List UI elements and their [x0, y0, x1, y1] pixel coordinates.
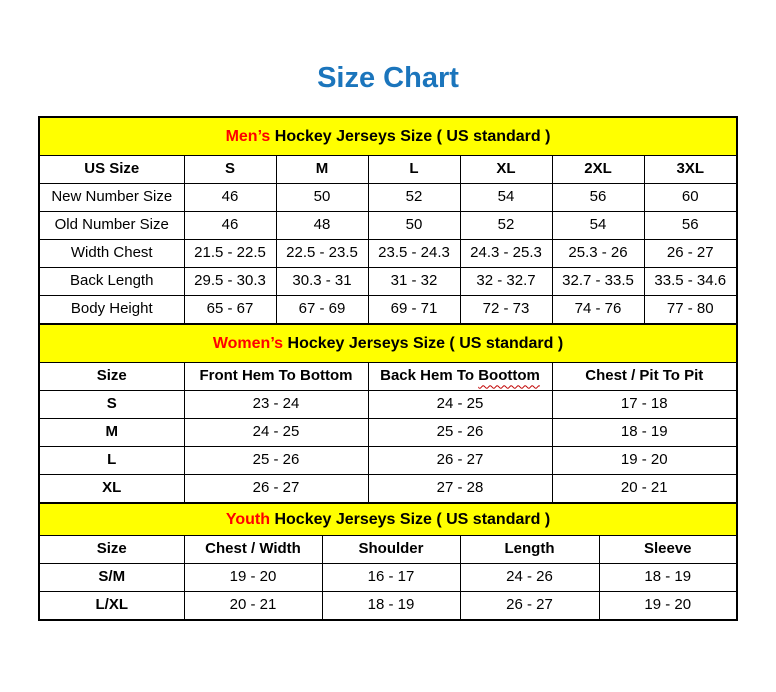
table-cell: 18 - 19	[599, 564, 737, 592]
mens-table-title-row	[39, 117, 737, 156]
row-label: XL	[39, 475, 184, 504]
column-header: S	[184, 156, 276, 184]
womens-table-title	[39, 324, 737, 363]
table-cell: 22.5 - 23.5	[276, 240, 368, 268]
table-row	[39, 475, 737, 504]
column-header: XL	[460, 156, 552, 184]
row-label: Back Length	[39, 268, 184, 296]
table-cell: 24 - 25	[184, 419, 368, 447]
table-cell: 46	[184, 184, 276, 212]
youth-table-title-row	[39, 503, 737, 536]
table-row	[39, 184, 737, 212]
table-cell: 27 - 28	[368, 475, 552, 504]
table-row	[39, 296, 737, 325]
table-row	[39, 391, 737, 419]
column-header: Length	[460, 536, 599, 564]
table-cell: 60	[644, 184, 737, 212]
table-cell: 25 - 26	[184, 447, 368, 475]
column-header-chest: Chest / Pit To Pit	[552, 363, 737, 391]
womens-table-body	[39, 391, 737, 504]
table-cell: 31 - 32	[368, 268, 460, 296]
column-header: M	[276, 156, 368, 184]
row-label: Body Height	[39, 296, 184, 325]
table-cell: 52	[368, 184, 460, 212]
table-row	[39, 564, 737, 592]
column-header: Sleeve	[599, 536, 737, 564]
youth-header-row	[39, 536, 737, 564]
table-cell: 50	[276, 184, 368, 212]
table-cell: 67 - 69	[276, 296, 368, 325]
row-label: S/M	[39, 564, 184, 592]
youth-title-rest: Hockey Jerseys Size ( US standard )	[270, 510, 551, 528]
mens-title-highlight: Men’s	[225, 127, 271, 145]
table-cell: 23.5 - 24.3	[368, 240, 460, 268]
back-hem-prefix: Back Hem To	[380, 367, 479, 385]
mens-header-row	[39, 156, 737, 184]
column-header: L	[368, 156, 460, 184]
youth-title-highlight: Youth	[225, 510, 271, 528]
row-label: L/XL	[39, 592, 184, 621]
table-cell: 48	[276, 212, 368, 240]
table-cell: 26 - 27	[644, 240, 737, 268]
table-cell: 26 - 27	[184, 475, 368, 504]
table-cell: 24.3 - 25.3	[460, 240, 552, 268]
column-header-back-hem	[368, 363, 552, 391]
row-label: S	[39, 391, 184, 419]
row-label: M	[39, 419, 184, 447]
table-cell: 25.3 - 26	[552, 240, 644, 268]
column-header-size: Size	[39, 363, 184, 391]
table-cell: 33.5 - 34.6	[644, 268, 737, 296]
womens-size-table	[38, 323, 738, 504]
table-cell: 17 - 18	[552, 391, 737, 419]
table-cell: 32 - 32.7	[460, 268, 552, 296]
table-row	[39, 419, 737, 447]
column-header: US Size	[39, 156, 184, 184]
table-cell: 21.5 - 22.5	[184, 240, 276, 268]
table-cell: 30.3 - 31	[276, 268, 368, 296]
table-cell: 46	[184, 212, 276, 240]
table-cell: 56	[644, 212, 737, 240]
youth-table-title	[39, 503, 737, 536]
table-cell: 77 - 80	[644, 296, 737, 325]
table-cell: 50	[368, 212, 460, 240]
column-header-front-hem: Front Hem To Bottom	[184, 363, 368, 391]
row-label: Old Number Size	[39, 212, 184, 240]
table-cell: 56	[552, 184, 644, 212]
table-cell: 24 - 26	[460, 564, 599, 592]
womens-title-rest: Hockey Jerseys Size ( US standard )	[283, 334, 564, 352]
row-label: L	[39, 447, 184, 475]
table-cell: 19 - 20	[552, 447, 737, 475]
column-header: Shoulder	[322, 536, 460, 564]
column-header: Size	[39, 536, 184, 564]
page-title: Size Chart	[317, 62, 459, 94]
womens-header-row	[39, 363, 737, 391]
back-hem-misspelled-word: Boottom	[478, 367, 540, 385]
youth-table-body	[39, 564, 737, 621]
youth-size-table	[38, 502, 738, 621]
table-cell: 54	[552, 212, 644, 240]
table-cell: 26 - 27	[368, 447, 552, 475]
column-header: 3XL	[644, 156, 737, 184]
mens-table-title	[39, 117, 737, 156]
table-cell: 18 - 19	[552, 419, 737, 447]
table-cell: 72 - 73	[460, 296, 552, 325]
table-cell: 20 - 21	[184, 592, 322, 621]
size-chart	[38, 116, 776, 621]
table-row	[39, 240, 737, 268]
table-cell: 24 - 25	[368, 391, 552, 419]
table-cell: 23 - 24	[184, 391, 368, 419]
row-label: Width Chest	[39, 240, 184, 268]
table-cell: 32.7 - 33.5	[552, 268, 644, 296]
column-header: Chest / Width	[184, 536, 322, 564]
table-cell: 54	[460, 184, 552, 212]
womens-title-highlight: Women’s	[212, 334, 284, 352]
table-cell: 52	[460, 212, 552, 240]
table-cell: 19 - 20	[599, 592, 737, 621]
table-cell: 18 - 19	[322, 592, 460, 621]
table-row	[39, 268, 737, 296]
table-cell: 19 - 20	[184, 564, 322, 592]
table-cell: 65 - 67	[184, 296, 276, 325]
womens-table-title-row	[39, 324, 737, 363]
mens-size-table	[38, 116, 738, 325]
mens-title-rest: Hockey Jerseys Size ( US standard )	[270, 127, 551, 145]
mens-table-body	[39, 184, 737, 325]
table-cell: 20 - 21	[552, 475, 737, 504]
table-row	[39, 592, 737, 621]
table-cell: 16 - 17	[322, 564, 460, 592]
table-row	[39, 447, 737, 475]
table-cell: 69 - 71	[368, 296, 460, 325]
table-cell: 25 - 26	[368, 419, 552, 447]
table-row	[39, 212, 737, 240]
table-cell: 29.5 - 30.3	[184, 268, 276, 296]
table-cell: 26 - 27	[460, 592, 599, 621]
table-cell: 74 - 76	[552, 296, 644, 325]
column-header: 2XL	[552, 156, 644, 184]
row-label: New Number Size	[39, 184, 184, 212]
